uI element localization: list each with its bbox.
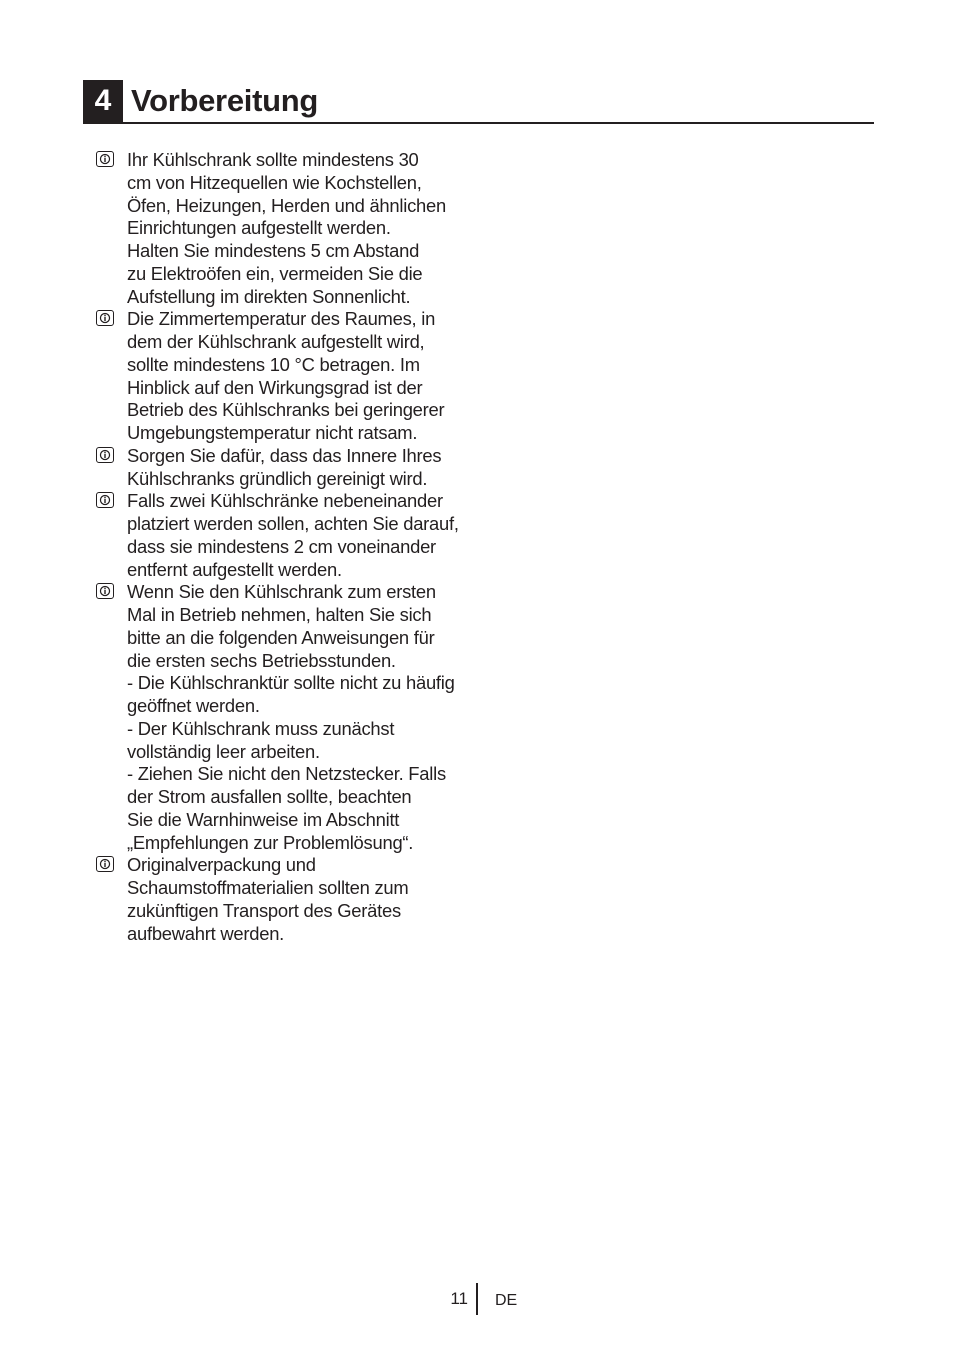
info-note (96, 149, 486, 308)
info-note (96, 581, 486, 854)
info-note (96, 854, 486, 945)
info-note-text: Die Zimmertemperatur des Raumes, in dem der Kühlschrank aufgestellt wird, sollte mindestens 10 °C betragen. Im Hinblick auf den Wirkungsgrad ist der Betrieb des Kühlschranks bei geringerer Umgebungstemperatur nicht ratsam. (127, 308, 445, 443)
info-note-text: Wenn Sie den Kühlschrank zum ersten Mal in Betrieb nehmen, halten Sie sich bitte an die folgenden Anweisungen für die ersten sechs Betriebsstunden. - Die Kühlschranktür sollte nicht zu häufig geöffnet werden. - Der Kühlschrank muss zunächst vollständig leer arbeiten. - Ziehen Sie nicht den Netzstecker. Falls der Strom ausfallen sollte, beachten Sie die Warnhinweise im Abschnitt „Empfehlungen zur Problemlösung“. (127, 581, 455, 853)
info-note-text: Sorgen Sie dafür, dass das Innere Ihres Kühlschranks gründlich gereinigt wird. (127, 444, 442, 489)
section-header (83, 80, 874, 124)
language-code: DE (495, 1292, 518, 1309)
info-icon (96, 151, 114, 167)
info-note-text: Originalverpackung und Schaumstoffmaterialien sollten zum zukünftigen Transport des Gerätes aufbewahrt werden. (127, 854, 409, 944)
info-icon (96, 310, 114, 326)
info-note-text: Falls zwei Kühlschränke nebeneinander platziert werden sollen, achten Sie darauf, dass sie mindestens 2 cm voneinander entfernt aufgestellt werden. (127, 490, 459, 580)
footer-divider (476, 1283, 478, 1315)
page-footer (0, 1281, 954, 1317)
info-note-text: Ihr Kühlschrank sollte mindestens 30 cm von Hitzequellen wie Kochstellen, Öfen, Heizungen, Herden und ähnlichen Einrichtungen aufgestellt werden. Halten Sie mindestens 5 cm Abstand zu Elektroöfen ein, vermeiden Sie die Aufstellung im direkten Sonnenlicht. (127, 149, 446, 307)
info-icon (96, 856, 114, 872)
section-title: Vorbereitung (131, 83, 319, 118)
info-note (96, 490, 486, 581)
info-icon (96, 492, 114, 508)
info-note (96, 308, 486, 445)
info-icon (96, 447, 114, 463)
info-note (96, 445, 486, 491)
page-number: 11 (450, 1289, 468, 1308)
info-icon (96, 583, 114, 599)
section-number-badge: 4 (83, 80, 123, 122)
info-notes-list (96, 149, 486, 945)
